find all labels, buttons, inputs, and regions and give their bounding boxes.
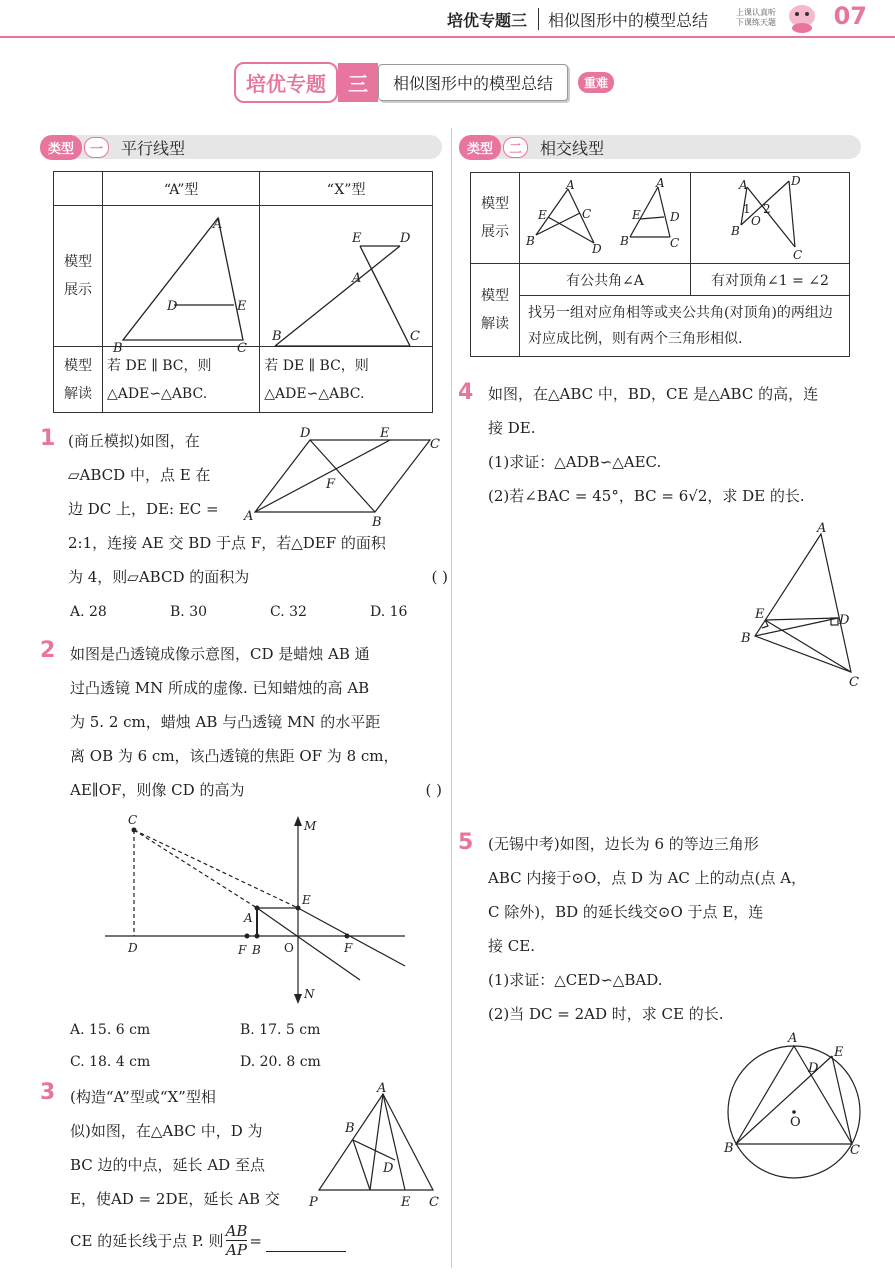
svg-text:C: C (793, 248, 803, 262)
svg-text:N: N (304, 987, 315, 1001)
q5-line: (无锡中考)如图，边长为 6 的等边三角形 (488, 835, 759, 853)
question-4-text (488, 377, 860, 513)
row-label-show: 模型展示 (471, 173, 520, 264)
svg-text:B: B (372, 515, 382, 530)
q5-line: (2)当 DC = 2AD 时，求 CE 的长. (488, 1005, 724, 1023)
a-model-figure (103, 206, 257, 356)
header-rule (0, 36, 895, 38)
svg-text:C: C (128, 813, 138, 827)
row-label-show: 模型展示 (54, 206, 103, 347)
svg-text:E: E (302, 893, 311, 907)
q3-line: E，使AD = 2DE，延长 AB 交 (70, 1190, 280, 1208)
q2-line: 为 5. 2 cm，蜡烛 AB 与凸透镜 MN 的水平距 (70, 713, 381, 731)
svg-text:P: P (309, 1195, 318, 1210)
question-1-text-cont (68, 526, 448, 594)
svg-text:B: B (620, 234, 629, 248)
a-model-cell (103, 206, 260, 356)
answer-blank: ( ) (431, 568, 448, 586)
fraction-denominator: AP (226, 1241, 247, 1259)
svg-text:E: E (401, 1195, 411, 1210)
svg-text:O: O (284, 941, 294, 955)
svg-text:A: A (377, 1081, 387, 1096)
col-header-x: “X”型 (260, 172, 433, 206)
option-c[interactable]: C. 18. 4 cm (70, 1054, 151, 1070)
svg-text:B: B (113, 341, 123, 356)
option-a[interactable]: A. 28 (70, 604, 107, 620)
option-d[interactable]: D. 20. 8 cm (240, 1054, 321, 1070)
common-angle-figure (520, 173, 690, 259)
q1-line: ▱ABCD 中，点 E 在 (68, 466, 211, 484)
column-divider (451, 128, 452, 1268)
svg-text:A: A (656, 176, 665, 190)
lens-figure (100, 810, 420, 1010)
question-number: 3 (40, 1080, 56, 1105)
svg-text:D: D (808, 1061, 819, 1076)
svg-text:C: C (429, 1195, 439, 1210)
q2-options (70, 1014, 440, 1078)
table-corner (54, 172, 103, 206)
svg-text:A: A (817, 521, 827, 536)
svg-text:B: B (252, 943, 261, 957)
circle-triangle-figure (720, 1028, 870, 1168)
svg-text:M: M (304, 819, 317, 833)
svg-text:E: E (834, 1045, 844, 1060)
q4-line: (2)若∠BAC = 45°，BC = 6√2，求 DE 的长. (488, 487, 805, 505)
question-number: 5 (458, 830, 474, 855)
banner-title: 相似图形中的模型总结 (378, 64, 568, 101)
svg-text:E: E (632, 208, 641, 222)
type2-header (459, 135, 861, 159)
svg-text:A: A (213, 217, 223, 232)
svg-text:B: B (526, 234, 535, 248)
svg-text:E: E (755, 607, 765, 622)
question-2-text (70, 637, 442, 807)
svg-text:B: B (345, 1121, 355, 1136)
q1-line: 如图，在 (139, 432, 200, 450)
question-3-last (70, 1222, 346, 1259)
mascot-icon (784, 2, 820, 34)
svg-text:D: D (839, 613, 850, 628)
header-section-title: 相似图形中的模型总结 (548, 11, 709, 30)
question-1-text (68, 424, 258, 526)
q1-line: 为 4，则▱ABCD 的面积为 (68, 568, 250, 586)
svg-text:C: C (582, 207, 592, 221)
svg-text:B: B (741, 631, 751, 646)
answer-blank: ( ) (425, 781, 442, 799)
intersect-explain-text: 找另一组对应角相等或夹公共角(对顶角)的两组边对应成比例，则有两个三角形相似. (520, 296, 850, 357)
q3-line: (构造“A”型或“X”型相 (70, 1088, 216, 1106)
q5-line: ABC 内接于⊙O，点 D 为 AC 上的动点(点 A， (488, 869, 807, 887)
header-divider (538, 8, 539, 30)
q4-line: 如图，在△ABC 中，BD，CE 是△ABC 的高，连 (488, 385, 819, 403)
svg-text:D: D (400, 231, 411, 246)
ratio-fraction (226, 1222, 248, 1259)
svg-text:C: C (410, 329, 421, 344)
question-3-text (70, 1080, 310, 1216)
type-tag: 类型 (40, 135, 82, 160)
svg-text:O: O (790, 1115, 801, 1130)
svg-text:C: C (849, 675, 859, 690)
svg-text:F: F (326, 477, 336, 492)
question-number: 1 (40, 426, 56, 451)
common-angle-text: 有公共角∠A (520, 264, 691, 296)
svg-text:A: A (788, 1031, 798, 1046)
fraction-numerator: AB (225, 1222, 248, 1240)
svg-text:F: F (238, 943, 247, 957)
svg-text:D: D (383, 1161, 394, 1176)
x-model-figure (260, 206, 430, 342)
page-number: 07 (833, 2, 867, 30)
svg-text:E: E (352, 231, 362, 246)
option-d[interactable]: D. 16 (370, 604, 408, 620)
intersect-model-table (470, 172, 850, 357)
parallel-model-table (53, 171, 433, 413)
q5-line: C 除外)，BD 的延长线交⊙O 于点 E，连 (488, 903, 764, 921)
type1-header (40, 135, 442, 159)
q1-line: 2:1，连接 AE 交 BD 于点 F，若△DEF 的面积 (68, 534, 386, 552)
row-label-explain: 模型解读 (471, 264, 520, 357)
vertical-angle-cell (691, 173, 850, 264)
q3-line: CE 的延长线于点 P. 则 (70, 1231, 224, 1250)
svg-text:B: B (724, 1141, 734, 1156)
q2-line: 离 OB 为 6 cm，该凸透镜的焦距 OF 为 8 cm， (70, 747, 399, 765)
q1-options (70, 604, 440, 620)
svg-text:D: D (592, 242, 602, 256)
q5-line: 接 CE. (488, 937, 535, 955)
slogan-line: 上课认真听 (736, 8, 776, 17)
q3-line: 似)如图，在△ABC 中，D 为 (70, 1122, 263, 1140)
header-slogan (736, 8, 776, 28)
vertical-angle-text: 有对顶角∠1 = ∠2 (691, 264, 850, 296)
svg-text:A: A (244, 509, 254, 524)
svg-text:B: B (731, 224, 740, 238)
svg-text:A: A (352, 271, 362, 286)
q1-source: (商丘模拟) (68, 432, 140, 450)
type-title: 平行线型 (121, 138, 186, 158)
svg-text:A: A (739, 178, 748, 192)
question-5-text (488, 827, 860, 1031)
type-number: 一 (84, 137, 109, 158)
svg-text:A: A (244, 911, 253, 925)
triangle-abc-figure (305, 1080, 445, 1215)
topic-banner (234, 62, 614, 102)
x-model-text: 若 DE ∥ BC，则 △ADE∽△ABC. (260, 347, 433, 413)
q2-line: 如图是凸透镜成像示意图，CD 是蜡烛 AB 通 (70, 645, 370, 663)
svg-text:D: D (167, 299, 178, 314)
common-angle-cell (520, 173, 691, 264)
banner-tag: 培优专题 (234, 62, 338, 103)
q2-line: AE∥OF，则像 CD 的高为 (70, 781, 245, 799)
svg-text:D: D (791, 174, 801, 188)
parallelogram-figure (240, 420, 450, 530)
x-model-cell (260, 206, 433, 347)
q5-line: (1)求证：△CED∽△BAD. (488, 971, 663, 989)
svg-text:O: O (751, 214, 761, 228)
option-c[interactable]: C. 32 (270, 604, 307, 620)
center-point (792, 1110, 796, 1114)
svg-text:1: 1 (743, 202, 751, 216)
svg-text:D: D (128, 941, 138, 955)
svg-text:D: D (670, 210, 680, 224)
option-a[interactable]: A. 15. 6 cm (70, 1022, 151, 1038)
svg-text:2: 2 (763, 202, 771, 216)
svg-text:B: B (272, 329, 282, 344)
question-number: 4 (458, 380, 474, 405)
q1-line: 边 DC 上，DE: EC = (68, 500, 219, 518)
q3-line: BC 边的中点，延长 AD 至点 (70, 1156, 265, 1174)
altitudes-figure (735, 520, 865, 690)
svg-text:C: C (237, 341, 247, 356)
svg-text:F: F (344, 941, 353, 955)
question-number: 2 (40, 638, 56, 663)
svg-text:C: C (850, 1143, 860, 1158)
svg-text:D: D (300, 426, 311, 441)
q4-line: (1)求证：△ADB∽△AEC. (488, 453, 662, 471)
slogan-line: 下课练天题 (736, 18, 776, 27)
a-model-text: 若 DE ∥ BC，则 △ADE∽△ABC. (103, 347, 260, 413)
q4-line: 接 DE. (488, 419, 536, 437)
row-label-explain: 模型解读 (54, 347, 103, 413)
svg-text:E: E (380, 426, 390, 441)
svg-text:E: E (538, 208, 547, 222)
col-header-a: “A”型 (103, 172, 260, 206)
svg-text:C: C (670, 236, 680, 250)
option-b[interactable]: B. 17. 5 cm (240, 1022, 321, 1038)
answer-blank[interactable] (266, 1229, 346, 1252)
type-title: 相交线型 (540, 138, 605, 158)
header-section-label: 培优专题三 (447, 11, 528, 30)
option-b[interactable]: B. 30 (170, 604, 208, 620)
svg-text:E: E (237, 299, 247, 314)
difficulty-badge: 重难 (578, 72, 614, 93)
banner-number: 三 (338, 63, 378, 102)
type-number: 二 (503, 137, 528, 158)
q2-line: 过凸透镜 MN 所成的虚像. 已知蜡烛的高 AB (70, 679, 370, 697)
svg-text:C: C (430, 437, 440, 452)
svg-text:A: A (566, 178, 575, 192)
type-tag: 类型 (459, 135, 501, 160)
equals-sign: = (249, 1231, 262, 1250)
vertical-angle-figure (691, 173, 845, 262)
